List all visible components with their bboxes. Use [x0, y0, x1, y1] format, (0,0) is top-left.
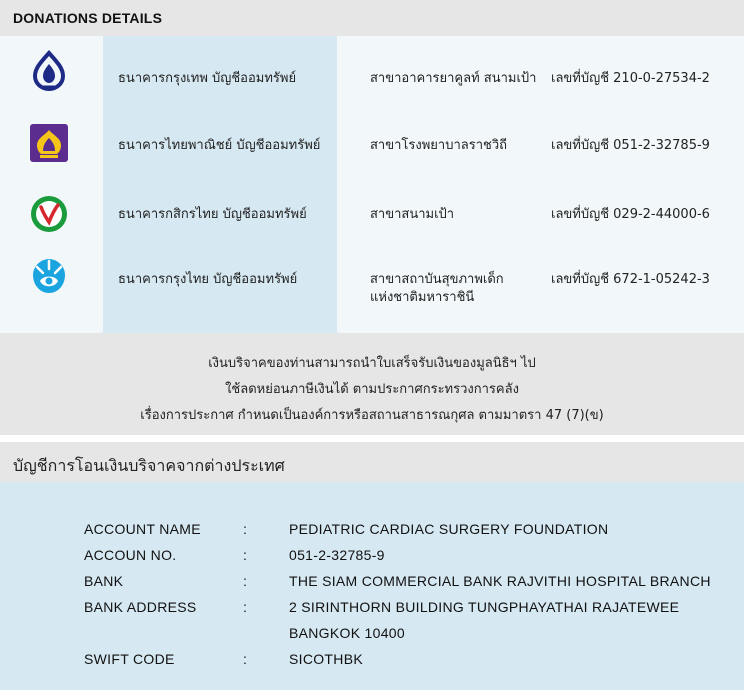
bank-row-kasikorn [0, 192, 744, 252]
info-row-swift-code [0, 651, 744, 673]
info-label: BANK ADDRESS [84, 599, 197, 615]
donations-header [0, 0, 744, 36]
tax-deduction-note [0, 333, 744, 435]
bank-branch-line: สาขาโรงพยาบาลราชวิถี [370, 138, 508, 153]
info-colon: : [243, 521, 248, 537]
tax-note-line: เรื่องการประกาศ กำหนดเป็นองค์การหรือสถานสาธารณกุศล ตามมาตรา 47 (7)(ข) [140, 408, 604, 423]
info-label: BANK [84, 573, 124, 589]
bank-branch-line: สาขาสถาบันสุขภาพเด็ก [370, 272, 504, 287]
section-divider [0, 435, 744, 442]
bank-account-number: เลขที่บัญชี 210-0-27534-2 [551, 71, 710, 86]
info-row-account-no [0, 547, 744, 569]
bank-name: ธนาคารกรุงไทย บัญชีออมทรัพย์ [118, 272, 298, 287]
bank-row-bangkok [0, 50, 744, 110]
foreign-transfer-header [0, 442, 744, 482]
info-value: 051-2-32785-9 [289, 547, 385, 563]
bank-branch [370, 137, 507, 155]
bank-branch-line: แห่งชาติมหาราชินี [370, 290, 475, 305]
info-colon: : [243, 651, 248, 667]
info-row-bank [0, 573, 744, 595]
info-label: ACCOUNT NAME [84, 521, 201, 537]
info-value: THE SIAM COMMERCIAL BANK RAJVITHI HOSPITAL BRANCH [289, 573, 711, 589]
info-value: PEDIATRIC CARDIAC SURGERY FOUNDATION [289, 521, 609, 537]
bank-account-number: เลขที่บัญชี 029-2-44000-6 [551, 207, 710, 222]
tax-note-line: เงินบริจาคของท่านสามารถนำใบเสร็จรับเงินของมูลนิธิฯ ไป [208, 356, 536, 371]
info-colon: : [243, 547, 248, 563]
bank-row-krungthai [0, 255, 744, 315]
scb-bank-icon [27, 121, 71, 165]
bank-branch [370, 70, 536, 88]
kasikorn-bank-icon [27, 192, 71, 236]
info-row-bank-address-cont [0, 625, 744, 647]
info-value: SICOTHBK [289, 651, 363, 667]
info-row-bank-address [0, 599, 744, 621]
bank-row-scb [0, 121, 744, 181]
bank-branch [370, 206, 454, 224]
info-row-account-name [0, 521, 744, 543]
foreign-transfer-title: บัญชีการโอนเงินบริจาคจากต่างประเทศ [13, 456, 285, 475]
krungthai-bank-icon [27, 255, 71, 299]
bank-account-number: เลขที่บัญชี 051-2-32785-9 [551, 138, 710, 153]
info-colon: : [243, 573, 248, 589]
bangkok-bank-lotus-icon [27, 50, 71, 94]
info-value: 2 SIRINTHORN BUILDING TUNGPHAYATHAI RAJATEWEE [289, 599, 680, 615]
bank-name: ธนาคารกรุงเทพ บัญชีออมทรัพย์ [118, 71, 297, 86]
info-label: ACCOUN NO. [84, 547, 177, 563]
bank-branch-line: สาขาสนามเป้า [370, 207, 455, 222]
bank-name: ธนาคารไทยพาณิชย์ บัญชีออมทรัพย์ [118, 138, 321, 153]
donations-title: DONATIONS DETAILS [13, 10, 163, 26]
bank-list [0, 36, 744, 333]
info-label: SWIFT CODE [84, 651, 175, 667]
bank-name: ธนาคารกสิกรไทย บัญชีออมทรัพย์ [118, 207, 307, 222]
info-colon: : [243, 599, 248, 615]
bank-account-number: เลขที่บัญชี 672-1-05242-3 [551, 272, 710, 287]
foreign-transfer-details [0, 482, 744, 690]
bank-branch-line: สาขาอาคารยาคูลท์ สนามเป้า [370, 71, 537, 86]
bank-branch [370, 271, 504, 307]
tax-note-line: ใช้ลดหย่อนภาษีเงินได้ ตามประกาศกระทรวงการคลัง [225, 382, 519, 397]
info-value: BANGKOK 10400 [289, 625, 405, 641]
